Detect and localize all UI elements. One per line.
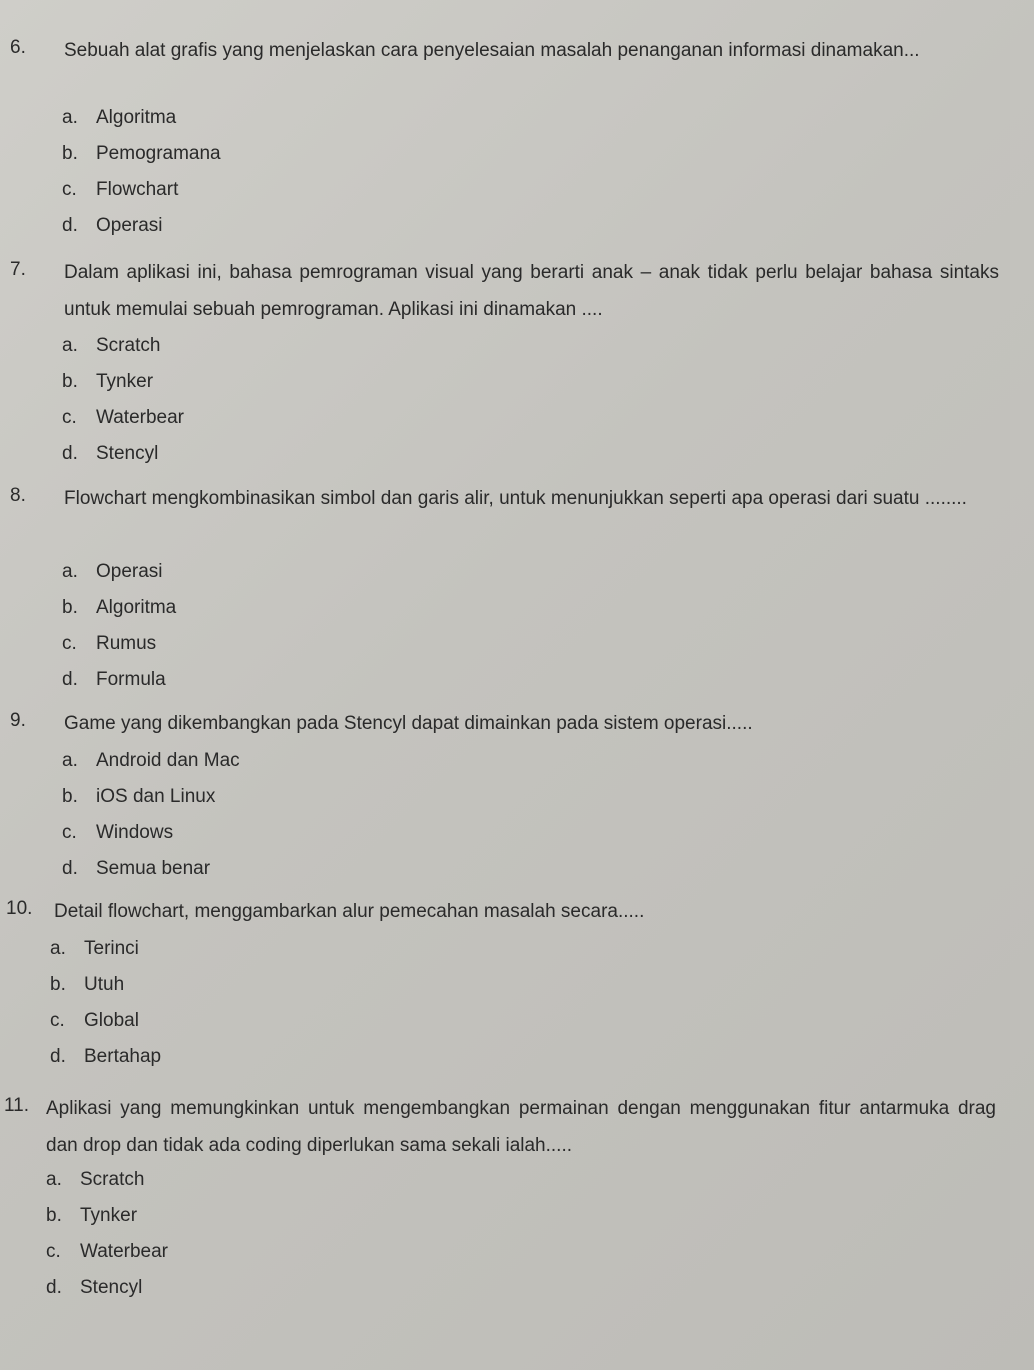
question-text: Detail flowchart, menggambarkan alur pemecahan masalah secara.....	[54, 901, 645, 922]
option-b[interactable]: b. iOS dan Linux	[62, 786, 216, 807]
option-b[interactable]: b. Algoritma	[62, 597, 177, 618]
question-number: 9.	[10, 710, 26, 731]
option-d[interactable]: d. Formula	[62, 669, 166, 690]
option-list	[46, 1162, 168, 1306]
option-b[interactable]: b. Pemogramana	[62, 143, 221, 164]
question-number: 11.	[4, 1095, 30, 1116]
question-text: Flowchart mengkombinasikan simbol dan garis alir, untuk menunjukkan seperti apa operasi dari suatu ........	[64, 488, 967, 509]
option-c[interactable]: c. Windows	[62, 822, 174, 843]
option-b[interactable]: b. Tynker	[62, 371, 154, 392]
question-text: Aplikasi yang memungkinkan untuk mengembangkan permainan dengan menggunakan fitur antarmuka drag dan drop dan tidak ada coding diperlukan sama sekali ialah.....	[46, 1098, 996, 1156]
option-c[interactable]: c. Flowchart	[62, 179, 179, 200]
question-text: Dalam aplikasi ini, bahasa pemrograman visual yang berarti anak – anak tidak perlu belajar bahasa sintaks untuk memulai sebuah pemrograman. Aplikasi ini dinamakan ....	[64, 262, 999, 320]
option-list	[62, 554, 176, 698]
option-a[interactable]: a. Operasi	[62, 561, 163, 582]
option-list	[62, 100, 221, 244]
option-list	[62, 328, 184, 472]
option-a[interactable]: a. Algoritma	[62, 107, 177, 128]
question-number: 10.	[6, 898, 33, 919]
option-c[interactable]: c. Rumus	[62, 633, 157, 654]
option-a[interactable]: a. Terinci	[50, 938, 139, 959]
question-text: Game yang dikembangkan pada Stencyl dapat dimainkan pada sistem operasi.....	[64, 713, 753, 734]
option-d[interactable]: d. Operasi	[62, 215, 163, 236]
option-list	[50, 931, 161, 1075]
option-list	[62, 743, 240, 887]
question-number: 6.	[10, 37, 26, 58]
option-d[interactable]: d. Stencyl	[62, 443, 159, 464]
option-c[interactable]: c. Global	[50, 1010, 139, 1031]
option-b[interactable]: b. Tynker	[46, 1205, 138, 1226]
question-number: 7.	[10, 259, 26, 280]
option-c[interactable]: c. Waterbear	[46, 1241, 168, 1262]
question-number: 8.	[10, 485, 26, 506]
option-b[interactable]: b. Utuh	[50, 974, 125, 995]
option-a[interactable]: a. Scratch	[46, 1169, 145, 1190]
question-text: Sebuah alat grafis yang menjelaskan cara penyelesaian masalah penanganan informasi dinamakan...	[64, 40, 920, 61]
option-a[interactable]: a. Android dan Mac	[62, 750, 240, 771]
option-d[interactable]: d. Stencyl	[46, 1277, 143, 1298]
option-d[interactable]: d. Bertahap	[50, 1046, 162, 1067]
option-a[interactable]: a. Scratch	[62, 335, 161, 356]
option-c[interactable]: c. Waterbear	[62, 407, 184, 428]
option-d[interactable]: d. Semua benar	[62, 858, 211, 879]
